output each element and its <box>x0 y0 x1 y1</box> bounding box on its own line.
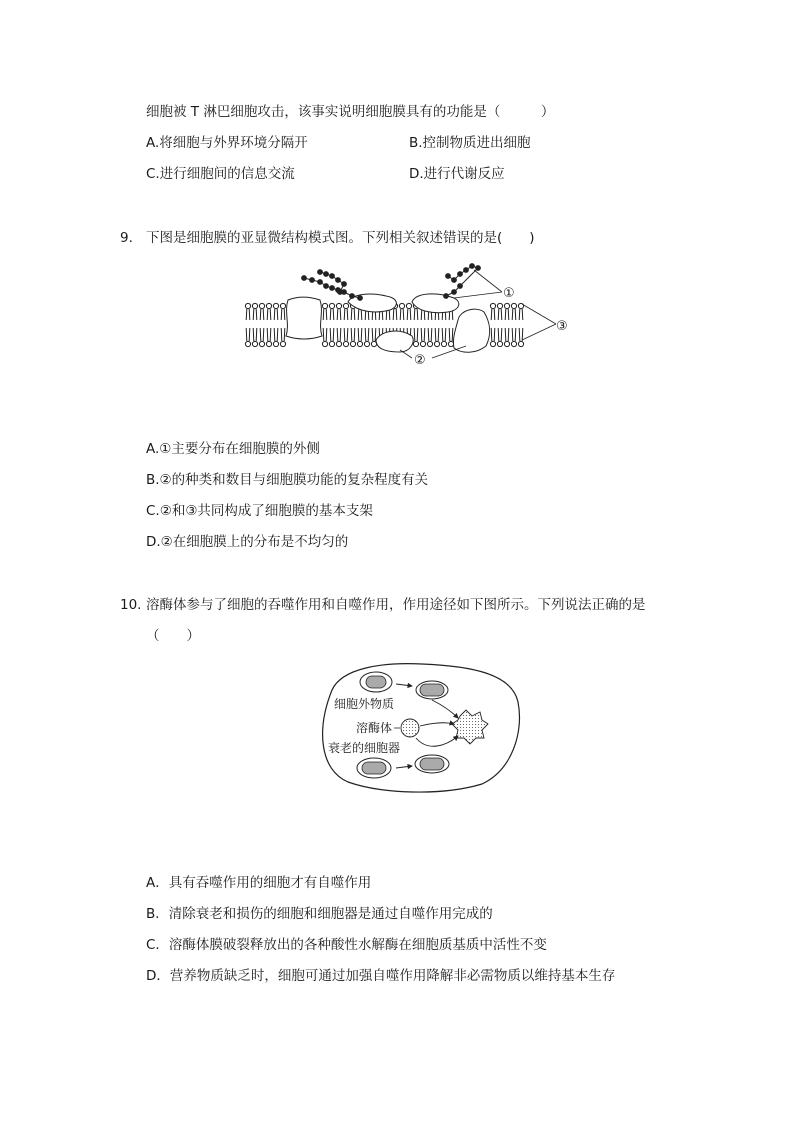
label-3: ③ <box>556 319 568 334</box>
q9-option-c: C.②和③共同构成了细胞膜的基本支架 <box>146 503 373 519</box>
protein-channel <box>286 297 322 339</box>
phospholipid-head <box>322 303 327 308</box>
protein-transmembrane <box>453 309 489 352</box>
label-extracellular: 细胞外物质 <box>334 697 395 711</box>
phospholipid-head <box>490 341 495 346</box>
phospholipid-tail <box>246 328 250 341</box>
phospholipid-tail <box>393 309 397 320</box>
phospholipid-tail <box>330 309 334 320</box>
q8-option-b: B.控制物质进出细胞 <box>409 135 531 151</box>
phospholipid-head <box>329 303 334 308</box>
lysosome-diagram <box>312 660 524 796</box>
phospholipid-head <box>490 303 495 308</box>
phospholipid-tail <box>351 328 355 341</box>
phospholipid-head <box>448 341 453 346</box>
phospholipid-tail <box>281 309 285 320</box>
phospholipid-tail <box>442 328 446 341</box>
phospholipid-tail <box>351 309 355 320</box>
phospholipid-tail <box>435 328 439 341</box>
q9-option-d: D.②在细胞膜上的分布是不均匀的 <box>146 534 349 550</box>
phospholipid-head <box>406 303 411 308</box>
phospholipid-tail <box>498 328 502 341</box>
protein-surface-right <box>412 294 459 313</box>
phospholipid-head <box>511 341 516 346</box>
phospholipid-head <box>413 341 418 346</box>
phospholipid-tail <box>260 328 264 341</box>
phospholipid-tail <box>246 309 250 320</box>
q10-number: 10. <box>120 597 142 613</box>
phospholipid-tail <box>253 309 257 320</box>
phospholipid-tail <box>344 309 348 320</box>
phospholipid-tail <box>253 328 257 341</box>
q8-option-d: D.进行代谢反应 <box>409 166 505 182</box>
phospholipid-tail <box>274 328 278 341</box>
phospholipid-tail <box>449 328 453 341</box>
phospholipid-head <box>399 303 404 308</box>
phospholipid-tail <box>519 328 523 341</box>
phospholipid-tail <box>323 328 327 341</box>
phospholipid-head <box>364 341 369 346</box>
phospholipid-tail <box>260 309 264 320</box>
q10-option-b: B．清除衰老和损伤的细胞和细胞器是通过自噬作用完成的 <box>146 906 493 922</box>
q9-number: 9. <box>120 230 133 246</box>
label-aged-organelle: 衰老的细胞器 <box>328 741 401 755</box>
phospholipid-tail <box>358 328 362 341</box>
phospholipid-tail <box>281 328 285 341</box>
phospholipid-head <box>259 303 264 308</box>
phospholipid-head <box>245 341 250 346</box>
q10-option-a: A．具有吞噬作用的细胞才有自噬作用 <box>146 875 372 891</box>
phospholipid-tail <box>519 309 523 320</box>
phospholipid-tail <box>407 309 411 320</box>
q8-stem: 细胞被 T 淋巴细胞攻击，该事实说明细胞膜具有的功能是（ ） <box>146 104 555 120</box>
q10-stem-line1: 溶酶体参与了细胞的吞噬作用和自噬作用，作用途径如下图所示。下列说法正确的是 <box>146 597 646 613</box>
phospholipid-head <box>518 341 523 346</box>
cell-membrane-diagram <box>240 262 580 372</box>
phospholipid-tail <box>498 309 502 320</box>
phospholipid-tail <box>267 328 271 341</box>
phospholipid-tail <box>491 328 495 341</box>
phospholipid-head <box>343 303 348 308</box>
phospholipid-head <box>336 341 341 346</box>
phospholipid-tail <box>512 328 516 341</box>
phospholipid-tail <box>512 309 516 320</box>
phospholipid-head <box>420 341 425 346</box>
phospholipid-tail <box>505 309 509 320</box>
phospholipid-head <box>266 303 271 308</box>
phospholipid-head <box>280 303 285 308</box>
phospholipid-head <box>336 303 341 308</box>
phospholipid-head <box>259 341 264 346</box>
phospholipid-head <box>252 341 257 346</box>
phospholipid-tail <box>358 309 362 320</box>
phospholipid-tail <box>428 328 432 341</box>
phospholipid-head <box>245 303 250 308</box>
phospholipid-head <box>434 341 439 346</box>
phospholipid-tail <box>491 309 495 320</box>
phospholipid-head <box>273 303 278 308</box>
phospholipid-head <box>357 341 362 346</box>
phospholipid-head <box>511 303 516 308</box>
phospholipid-tail <box>421 328 425 341</box>
phospholipid-tail <box>330 328 334 341</box>
phospholipid-head <box>266 341 271 346</box>
phospholipid-head <box>497 341 502 346</box>
sugar-bond <box>454 274 460 280</box>
q10-option-d: D．营养物质缺乏时，细胞可通过加强自噬作用降解非必需物质以维持基本生存 <box>146 968 616 984</box>
phospholipid-head <box>252 303 257 308</box>
q10-stem-line2: （ ） <box>146 628 200 644</box>
phospholipid-tail <box>267 309 271 320</box>
phospholipid-head <box>322 341 327 346</box>
phospholipid-head <box>504 303 509 308</box>
phospholipid-head <box>280 341 285 346</box>
phospholipid-head <box>504 341 509 346</box>
protein-inner <box>376 331 413 352</box>
phospholipid-tail <box>372 328 376 341</box>
phospholipid-head <box>350 341 355 346</box>
phospholipid-head <box>343 341 348 346</box>
phospholipid-tail <box>274 309 278 320</box>
phospholipid-head <box>329 341 334 346</box>
q9-stem: 下图是细胞膜的亚显微结构模式图。下列相关叙述错误的是( ) <box>146 230 535 246</box>
phospholipid-head <box>273 341 278 346</box>
label-lysosome: 溶酶体 <box>356 721 393 735</box>
q10-option-c: C．溶酶体膜破裂释放出的各种酸性水解酶在细胞质基质中活性不变 <box>146 937 547 953</box>
q9-option-a: A.①主要分布在细胞膜的外侧 <box>146 441 320 457</box>
phospholipid-head <box>441 341 446 346</box>
q8-option-c: C.进行细胞间的信息交流 <box>146 166 295 182</box>
phospholipid-tail <box>365 328 369 341</box>
lysosome <box>401 719 419 737</box>
phospholipid-tail <box>505 328 509 341</box>
phospholipid-tail <box>414 309 418 320</box>
q8-option-a: A.将细胞与外界环境分隔开 <box>146 135 308 151</box>
phospholipid-head <box>497 303 502 308</box>
q9-option-b: B.②的种类和数目与细胞膜功能的复杂程度有关 <box>146 472 429 488</box>
phospholipid-head <box>427 341 432 346</box>
sugar-bond <box>454 286 460 292</box>
label-2: ② <box>414 353 426 368</box>
phospholipid-tail <box>344 328 348 341</box>
phospholipid-tail <box>414 328 418 341</box>
phospholipid-tail <box>337 309 341 320</box>
phospholipid-tail <box>323 309 327 320</box>
label-1: ① <box>503 286 515 301</box>
phospholipid-tail <box>337 328 341 341</box>
phospholipid-tail <box>400 309 404 320</box>
